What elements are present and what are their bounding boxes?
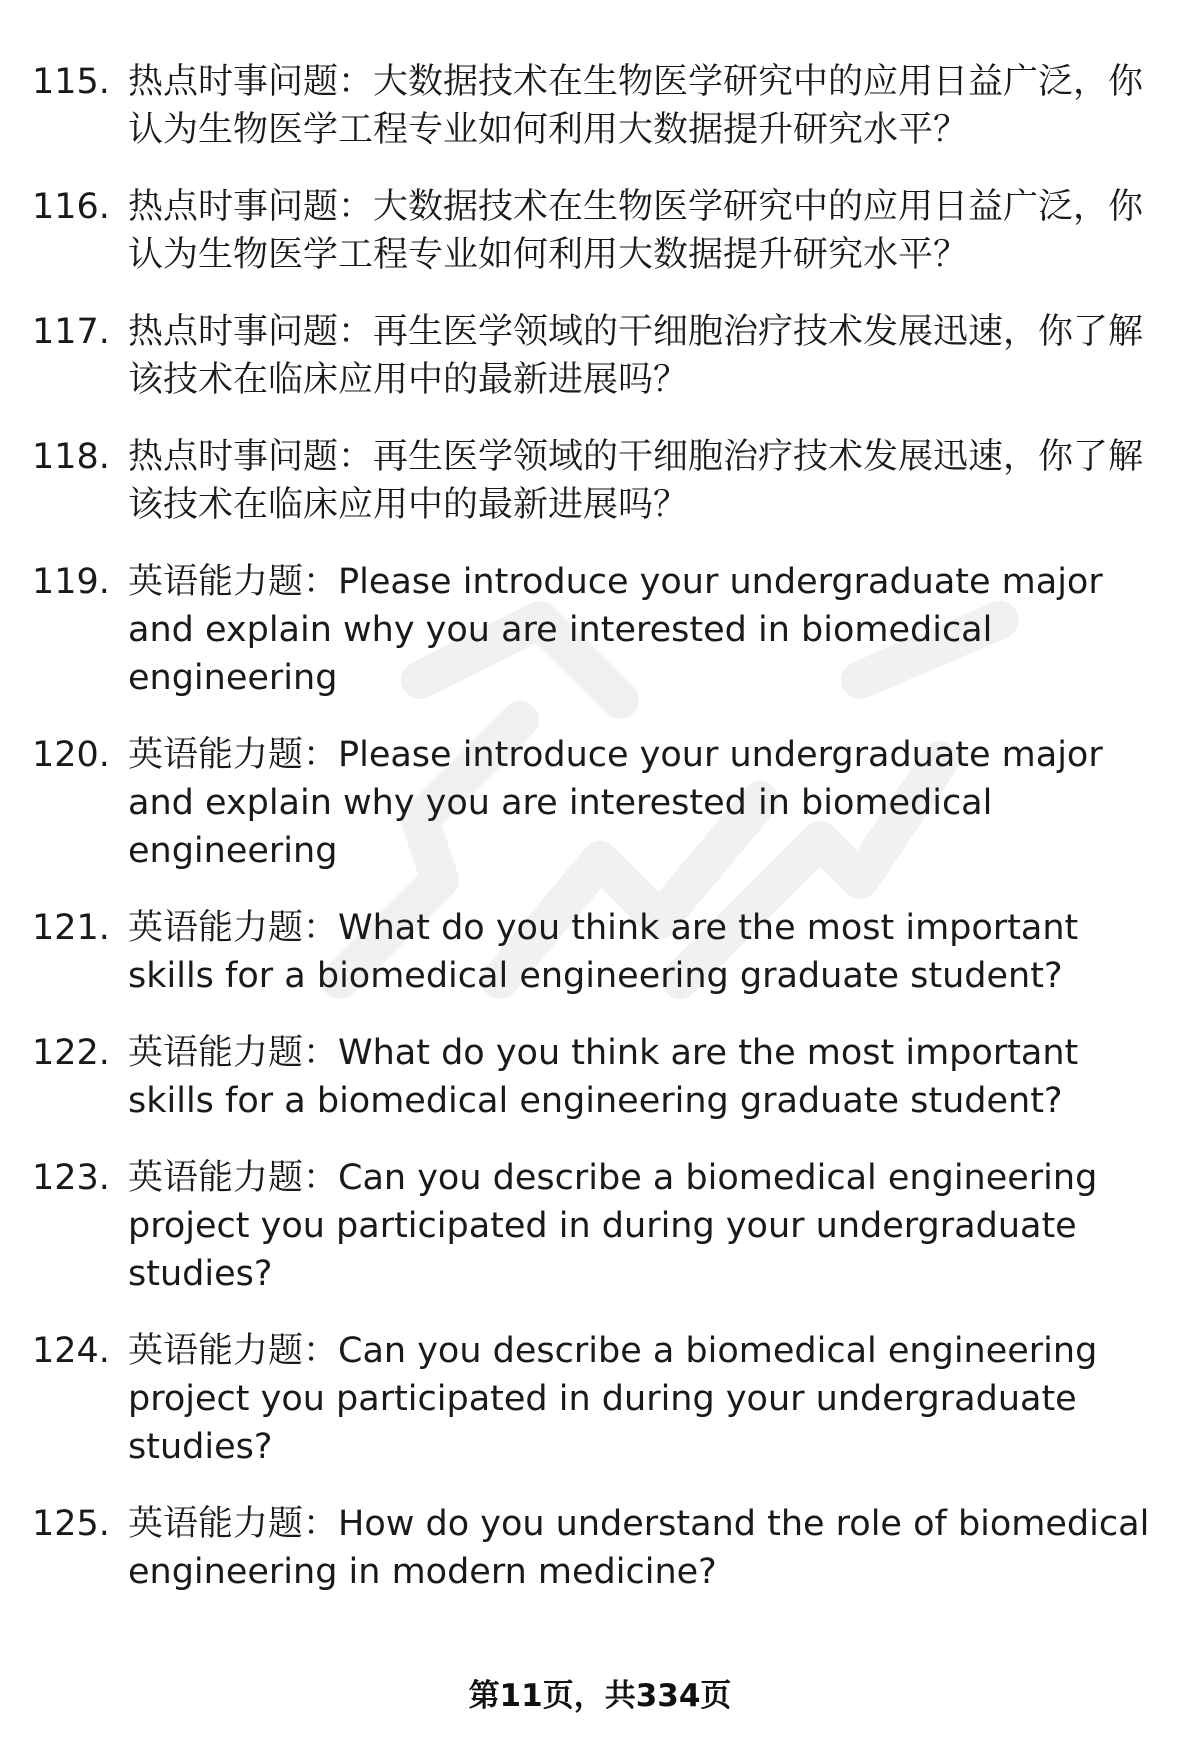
question-number: 122. bbox=[32, 1033, 110, 1073]
question-number: 116. bbox=[32, 187, 110, 227]
question-number: 121. bbox=[32, 908, 110, 948]
question-text: 英语能力题：Can you describe a biomedical engineering project you participated in during your undergraduate studies? bbox=[128, 1331, 1098, 1467]
question-item bbox=[0, 1500, 1200, 1596]
question-item bbox=[0, 1154, 1200, 1298]
question-number: 117. bbox=[32, 312, 110, 352]
question-item bbox=[0, 58, 1200, 154]
question-text: 英语能力题：How do you understand the role of biomedical engineering in modern medicine? bbox=[128, 1504, 1150, 1592]
question-list bbox=[0, 58, 1200, 1625]
question-item bbox=[0, 904, 1200, 1000]
question-text: 英语能力题：Can you describe a biomedical engineering project you participated in during your undergraduate studies? bbox=[128, 1158, 1098, 1294]
question-item bbox=[0, 183, 1200, 279]
question-text: 英语能力题：What do you think are the most important skills for a biomedical engineering graduate student? bbox=[128, 1033, 1079, 1121]
question-number: 115. bbox=[32, 62, 110, 102]
question-number: 125. bbox=[32, 1504, 110, 1544]
question-number: 124. bbox=[32, 1331, 110, 1371]
question-number: 119. bbox=[32, 562, 110, 602]
question-text: 英语能力题：What do you think are the most important skills for a biomedical engineering graduate student? bbox=[128, 908, 1079, 996]
question-item bbox=[0, 1029, 1200, 1125]
question-text: 热点时事问题：再生医学领域的干细胞治疗技术发展迅速，你了解该技术在临床应用中的最新进展吗？ bbox=[128, 437, 1144, 525]
question-text: 热点时事问题：大数据技术在生物医学研究中的应用日益广泛，你认为生物医学工程专业如何利用大数据提升研究水平？ bbox=[128, 187, 1144, 275]
question-text: 热点时事问题：再生医学领域的干细胞治疗技术发展迅速，你了解该技术在临床应用中的最新进展吗？ bbox=[128, 312, 1144, 400]
question-text: 英语能力题：Please introduce your undergraduate major and explain why you are interested in biomedical engineering bbox=[128, 735, 1103, 871]
question-item bbox=[0, 308, 1200, 404]
question-text: 英语能力题：Please introduce your undergraduate major and explain why you are interested in biomedical engineering bbox=[128, 562, 1103, 698]
question-text: 热点时事问题：大数据技术在生物医学研究中的应用日益广泛，你认为生物医学工程专业如何利用大数据提升研究水平？ bbox=[128, 62, 1144, 150]
question-number: 123. bbox=[32, 1158, 110, 1198]
question-number: 120. bbox=[32, 735, 110, 775]
question-item bbox=[0, 731, 1200, 875]
page-indicator: 第11页，共334页 bbox=[468, 1678, 732, 1714]
question-item bbox=[0, 433, 1200, 529]
question-item bbox=[0, 1327, 1200, 1471]
question-item bbox=[0, 558, 1200, 702]
question-number: 118. bbox=[32, 437, 110, 477]
